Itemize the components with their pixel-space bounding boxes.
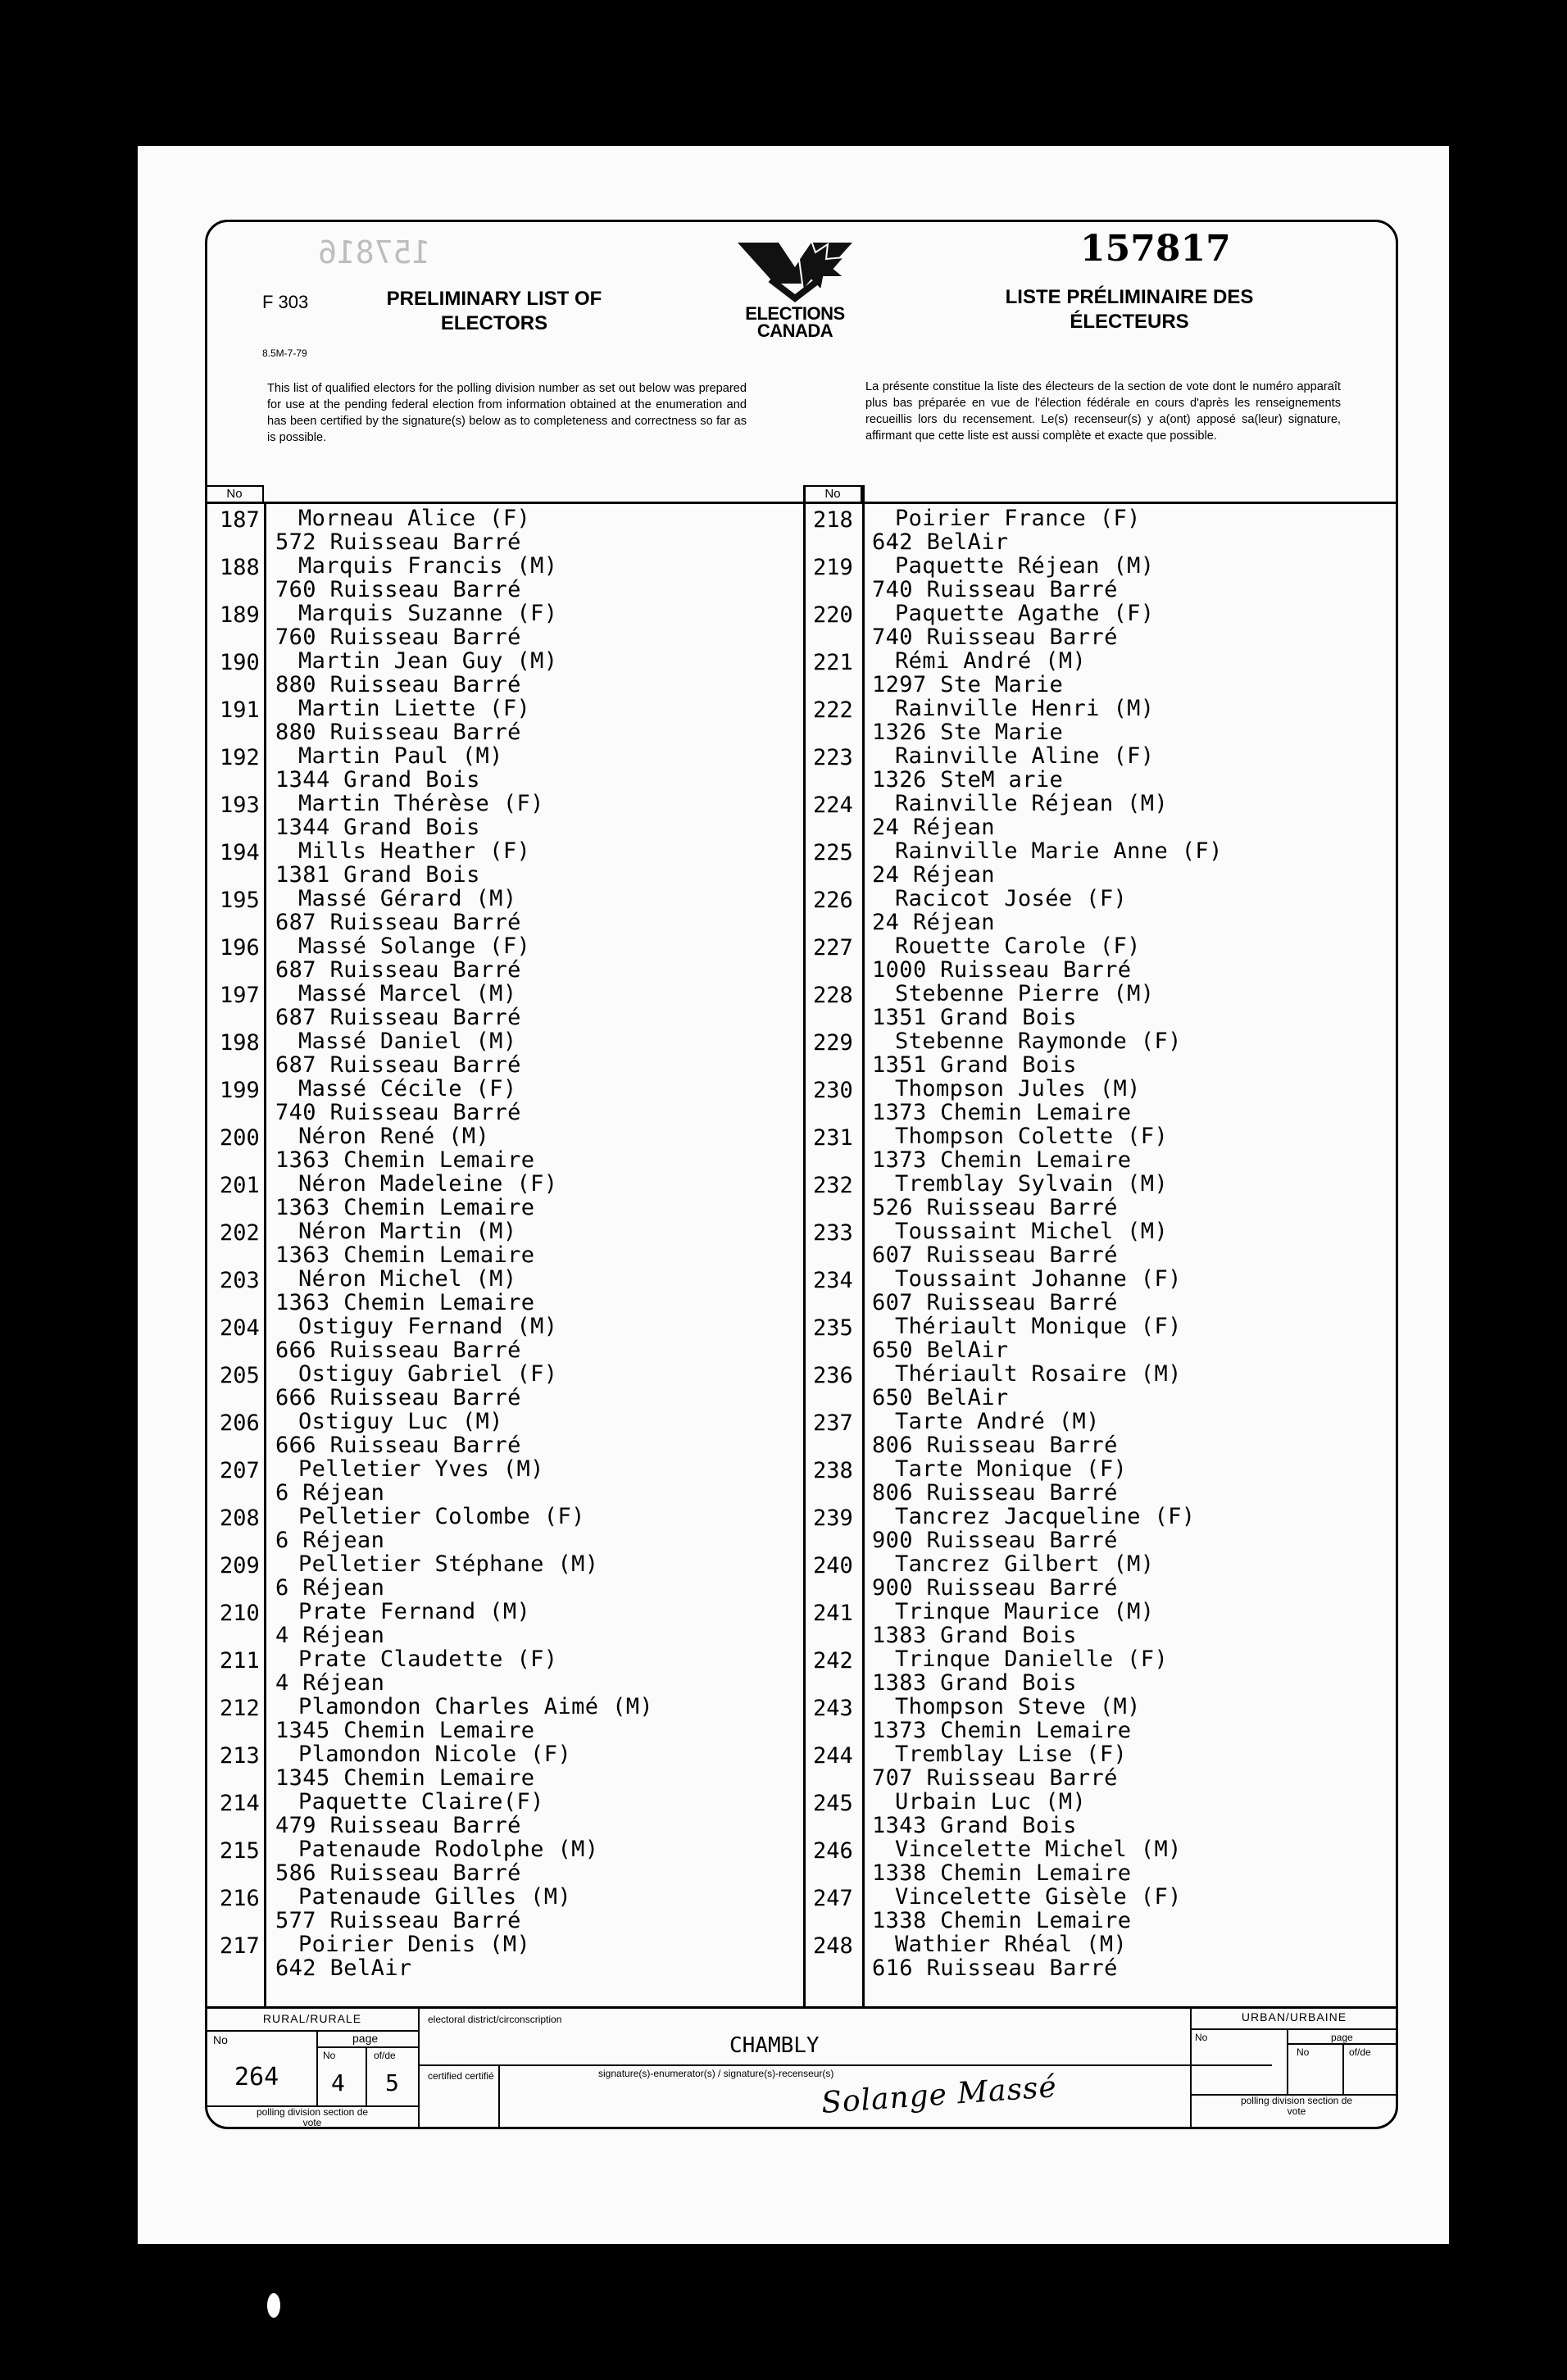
elector-left-name: Prate Claudette (F) bbox=[298, 1646, 558, 1672]
urban-page-no-label: No bbox=[1297, 2046, 1310, 2058]
elector-left-address: 479 Ruisseau Barré bbox=[275, 1813, 521, 1838]
elector-left-address: 1363 Chemin Lemaire bbox=[275, 1195, 535, 1220]
elector-right-address: 650 BelAir bbox=[872, 1338, 1009, 1363]
no-column-header-left: No bbox=[205, 485, 264, 503]
elector-right-number: 225 bbox=[813, 840, 853, 865]
elector-left-number: 199 bbox=[220, 1078, 260, 1103]
elector-right-address: 607 Ruisseau Barré bbox=[872, 1290, 1118, 1315]
elector-right-name: Rainville Marie Anne (F) bbox=[895, 838, 1223, 864]
page-label: page bbox=[352, 2032, 379, 2045]
elector-left-address: 760 Ruisseau Barré bbox=[275, 625, 521, 650]
elector-left-name: Pelletier Yves (M) bbox=[298, 1456, 544, 1482]
serial-number-bleedthrough: 157816 bbox=[318, 234, 431, 270]
elector-right-number: 233 bbox=[813, 1220, 853, 1246]
polling-division-label: polling division section de vote bbox=[256, 2106, 369, 2128]
elector-right-name: Rouette Carole (F) bbox=[895, 933, 1141, 959]
elector-right-address: 740 Ruisseau Barré bbox=[872, 625, 1118, 650]
elector-right-name: Tremblay Sylvain (M) bbox=[895, 1171, 1169, 1197]
elector-right-number: 224 bbox=[813, 793, 853, 818]
elector-left-number: 217 bbox=[220, 1933, 260, 1959]
elector-right-name: Poirier France (F) bbox=[895, 506, 1141, 531]
page-total: 5 bbox=[385, 2069, 399, 2096]
elector-right-name: Rémi André (M) bbox=[895, 648, 1087, 674]
elector-left-name: Néron René (M) bbox=[298, 1124, 490, 1149]
elector-left-number: 214 bbox=[220, 1791, 260, 1816]
elector-left-number: 210 bbox=[220, 1601, 260, 1626]
electoral-district: CHAMBLY bbox=[729, 2033, 820, 2058]
elector-left-address: 687 Ruisseau Barré bbox=[275, 957, 521, 983]
district-label: electoral district/circonscription bbox=[428, 2014, 562, 2025]
elector-right-number: 247 bbox=[813, 1886, 853, 1911]
urban-label: URBAN/URBAINE bbox=[1241, 2010, 1347, 2023]
elector-left-number: 208 bbox=[220, 1506, 260, 1531]
elector-right-name: Thompson Jules (M) bbox=[895, 1076, 1141, 1101]
left-number-divider bbox=[264, 502, 266, 2006]
elections-canada-logo bbox=[721, 234, 869, 341]
elector-left-name: Morneau Alice (F) bbox=[298, 506, 531, 531]
urban-page-label: page bbox=[1331, 2032, 1353, 2043]
elector-left-name: Ostiguy Luc (M) bbox=[298, 1409, 503, 1434]
signature-label: signature(s)-enumerator(s) / signature(s)-recenseur(s) bbox=[598, 2068, 834, 2079]
page-of-divider bbox=[366, 2046, 367, 2105]
elector-left-address: 6 Réjean bbox=[275, 1480, 385, 1506]
elector-right-address: 707 Ruisseau Barré bbox=[872, 1765, 1118, 1791]
elector-left-address: 1381 Grand Bois bbox=[275, 862, 480, 888]
elector-left-number: 209 bbox=[220, 1553, 260, 1578]
elector-right-name: Urbain Luc (M) bbox=[895, 1789, 1087, 1815]
elector-right-number: 232 bbox=[813, 1173, 853, 1198]
maple-leaf-x-icon bbox=[721, 234, 869, 308]
elector-left-address: 880 Ruisseau Barré bbox=[275, 720, 521, 745]
elector-right-address: 1383 Grand Bois bbox=[872, 1623, 1077, 1648]
elector-left-number: 198 bbox=[220, 1030, 260, 1056]
title-english: PRELIMINARY LIST OF ELECTORS bbox=[386, 288, 602, 334]
elector-right-address: 1343 Grand Bois bbox=[872, 1813, 1077, 1838]
elector-left-number: 197 bbox=[220, 983, 260, 1008]
elector-left-name: Mills Heather (F) bbox=[298, 838, 531, 864]
elector-right-number: 222 bbox=[813, 697, 853, 723]
elector-right-address: 1351 Grand Bois bbox=[872, 1005, 1077, 1030]
elector-left-number: 202 bbox=[220, 1220, 260, 1246]
certified-divider bbox=[498, 2064, 500, 2129]
elector-right-name: Thompson Steve (M) bbox=[895, 1694, 1141, 1719]
district-rule bbox=[420, 2064, 1272, 2066]
elector-left-number: 200 bbox=[220, 1125, 260, 1151]
elector-left-number: 205 bbox=[220, 1363, 260, 1388]
elector-right-name: Racicot Josée (F) bbox=[895, 886, 1128, 911]
elector-left-number: 191 bbox=[220, 697, 260, 723]
elector-right-name: Thériault Rosaire (M) bbox=[895, 1361, 1182, 1387]
elector-right-name: Tancrez Gilbert (M) bbox=[895, 1551, 1155, 1577]
polling-division-number: 264 bbox=[234, 2063, 279, 2092]
urban-of-label: of/de bbox=[1349, 2046, 1371, 2058]
form-footer bbox=[205, 2006, 1398, 2129]
urban-of-divider bbox=[1342, 2043, 1344, 2094]
elector-left-address: 586 Ruisseau Barré bbox=[275, 1860, 521, 1886]
elector-left-number: 193 bbox=[220, 793, 260, 818]
elector-right-name: Trinque Maurice (M) bbox=[895, 1599, 1155, 1624]
elector-right-number: 243 bbox=[813, 1696, 853, 1721]
elector-right-name: Vincelette Michel (M) bbox=[895, 1837, 1182, 1862]
elector-right-address: 607 Ruisseau Barré bbox=[872, 1242, 1118, 1268]
elector-right-address: 1297 Ste Marie bbox=[872, 672, 1064, 697]
elector-left-address: 687 Ruisseau Barré bbox=[275, 1005, 521, 1030]
elector-right-address: 1351 Grand Bois bbox=[872, 1052, 1077, 1078]
electoral-list-page bbox=[138, 146, 1449, 2244]
elector-right-name: Thompson Colette (F) bbox=[895, 1124, 1169, 1149]
elector-right-address: 642 BelAir bbox=[872, 529, 1009, 555]
elector-left-address: 6 Réjean bbox=[275, 1575, 385, 1601]
elector-right-name: Tremblay Lise (F) bbox=[895, 1742, 1128, 1767]
elector-right-address: 806 Ruisseau Barré bbox=[872, 1480, 1118, 1506]
elector-left-name: Néron Madeleine (F) bbox=[298, 1171, 558, 1197]
elector-left-name: Néron Martin (M) bbox=[298, 1219, 517, 1244]
elector-left-name: Marquis Suzanne (F) bbox=[298, 601, 558, 626]
intro-english: This list of qualified electors for the polling division number as set out below was prepared for use at the pending federal election from information obtained at the enumeration and has been certified by the signature(s) below as to completeness and correctness so far as is possible. bbox=[267, 382, 747, 444]
elector-left-name: Patenaude Rodolphe (M) bbox=[298, 1837, 599, 1862]
list-header-rule bbox=[205, 502, 1398, 504]
elector-left-number: 187 bbox=[220, 507, 260, 533]
elector-left-number: 203 bbox=[220, 1268, 260, 1293]
elector-left-name: Massé Gérard (M) bbox=[298, 886, 517, 911]
elector-right-name: Rainville Réjean (M) bbox=[895, 791, 1169, 816]
scan-mark bbox=[267, 2293, 280, 2318]
elector-right-name: Wathier Rhéal (M) bbox=[895, 1932, 1128, 1957]
elector-left-number: 201 bbox=[220, 1173, 260, 1198]
elector-left-name: Poirier Denis (M) bbox=[298, 1932, 531, 1957]
elector-left-name: Martin Paul (M) bbox=[298, 743, 503, 769]
certified-label: certified certifié bbox=[428, 2070, 494, 2082]
elector-left-name: Martin Liette (F) bbox=[298, 696, 531, 721]
serial-number: 157817 bbox=[1080, 228, 1231, 270]
elector-left-address: 642 BelAir bbox=[275, 1955, 412, 1981]
page-of-label: of/de bbox=[374, 2050, 396, 2061]
elector-left-number: 216 bbox=[220, 1886, 260, 1911]
elector-left-number: 215 bbox=[220, 1838, 260, 1864]
elector-left-number: 189 bbox=[220, 602, 260, 628]
urban-label-rule bbox=[1190, 2028, 1398, 2030]
elector-right-number: 218 bbox=[813, 507, 853, 533]
elector-left-address: 4 Réjean bbox=[275, 1623, 385, 1648]
elector-left-number: 194 bbox=[220, 840, 260, 865]
elector-right-number: 246 bbox=[813, 1838, 853, 1864]
elector-left-address: 1363 Chemin Lemaire bbox=[275, 1290, 535, 1315]
elector-left-name: Ostiguy Fernand (M) bbox=[298, 1314, 558, 1339]
elector-right-number: 223 bbox=[813, 745, 853, 770]
elector-right-address: 1338 Chemin Lemaire bbox=[872, 1908, 1132, 1933]
elector-right-number: 227 bbox=[813, 935, 853, 961]
urban-page-divider bbox=[1287, 2028, 1288, 2094]
elector-left-address: 577 Ruisseau Barré bbox=[275, 1908, 521, 1933]
elector-left-name: Massé Solange (F) bbox=[298, 933, 531, 959]
elector-right-number: 241 bbox=[813, 1601, 853, 1626]
elector-left-name: Pelletier Colombe (F) bbox=[298, 1504, 585, 1529]
elector-right-address: 900 Ruisseau Barré bbox=[872, 1528, 1118, 1553]
elector-left-name: Ostiguy Gabriel (F) bbox=[298, 1361, 558, 1387]
elector-right-address: 616 Ruisseau Barré bbox=[872, 1955, 1118, 1981]
elector-right-name: Toussaint Michel (M) bbox=[895, 1219, 1169, 1244]
urban-polling-label: polling division section de vote bbox=[1240, 2095, 1353, 2117]
elector-right-address: 1326 SteM arie bbox=[872, 767, 1064, 793]
elector-left-number: 190 bbox=[220, 650, 260, 675]
page-no-label: No bbox=[323, 2050, 336, 2061]
elector-left-number: 206 bbox=[220, 1410, 260, 1436]
elector-left-name: Massé Cécile (F) bbox=[298, 1076, 517, 1101]
elector-right-number: 248 bbox=[813, 1933, 853, 1959]
elector-left-number: 196 bbox=[220, 935, 260, 961]
elector-right-number: 238 bbox=[813, 1458, 853, 1483]
elector-right-number: 244 bbox=[813, 1743, 853, 1769]
elector-right-number: 242 bbox=[813, 1648, 853, 1674]
elector-left-address: 1344 Grand Bois bbox=[275, 767, 480, 793]
elector-right-number: 220 bbox=[813, 602, 853, 628]
elector-right-number: 231 bbox=[813, 1125, 853, 1151]
elector-left-address: 1363 Chemin Lemaire bbox=[275, 1147, 535, 1173]
center-divider bbox=[803, 485, 806, 2006]
elector-left-number: 192 bbox=[220, 745, 260, 770]
elector-right-name: Tancrez Jacqueline (F) bbox=[895, 1504, 1196, 1529]
intro-french: La présente constitue la liste des électeurs de la section de vote dont le numéro apparaît plus bas préparée en vue de l'élection fédérale en cours d'après les renseignements recueillis lors du recensement. Le(s) recenseur(s) y a(ont) apposé sa(leur) signature, affirmant que cette liste est aussi complète et exacte que possible. bbox=[865, 380, 1341, 443]
elector-left-number: 207 bbox=[220, 1458, 260, 1483]
form-number: F 303 bbox=[262, 292, 309, 312]
elector-right-number: 239 bbox=[813, 1506, 853, 1531]
elector-right-address: 1338 Chemin Lemaire bbox=[872, 1860, 1132, 1886]
elector-right-name: Rainville Henri (M) bbox=[895, 696, 1155, 721]
page-number: 4 bbox=[331, 2069, 345, 2096]
page-rule bbox=[316, 2046, 420, 2048]
elector-left-name: Marquis Francis (M) bbox=[298, 553, 558, 579]
elector-left-address: 4 Réjean bbox=[275, 1670, 385, 1696]
elector-right-number: 228 bbox=[813, 983, 853, 1008]
elector-right-number: 230 bbox=[813, 1078, 853, 1103]
no-column-header-right: No bbox=[803, 485, 862, 503]
elector-left-address: 760 Ruisseau Barré bbox=[275, 577, 521, 602]
elector-left-address: 666 Ruisseau Barré bbox=[275, 1385, 521, 1410]
elector-left-number: 204 bbox=[220, 1315, 260, 1341]
elector-right-address: 24 Réjean bbox=[872, 910, 995, 935]
elector-right-name: Rainville Aline (F) bbox=[895, 743, 1155, 769]
elector-right-address: 1383 Grand Bois bbox=[872, 1670, 1077, 1696]
elector-left-address: 1345 Chemin Lemaire bbox=[275, 1765, 535, 1791]
elector-left-number: 188 bbox=[220, 555, 260, 580]
elector-left-number: 213 bbox=[220, 1743, 260, 1769]
elector-right-name: Trinque Danielle (F) bbox=[895, 1646, 1169, 1672]
elector-right-number: 240 bbox=[813, 1553, 853, 1578]
rural-label: RURAL/RURALE bbox=[262, 2012, 362, 2025]
elector-right-number: 237 bbox=[813, 1410, 853, 1436]
right-number-divider bbox=[862, 485, 865, 2006]
elector-left-name: Plamondon Nicole (F) bbox=[298, 1742, 572, 1767]
elector-right-address: 1373 Chemin Lemaire bbox=[872, 1718, 1132, 1743]
elector-left-address: 740 Ruisseau Barré bbox=[275, 1100, 521, 1125]
elector-right-address: 526 Ruisseau Barré bbox=[872, 1195, 1118, 1220]
elector-left-address: 687 Ruisseau Barré bbox=[275, 1052, 521, 1078]
elector-right-address: 24 Réjean bbox=[872, 862, 995, 888]
elector-left-name: Prate Fernand (M) bbox=[298, 1599, 531, 1624]
elector-right-name: Toussaint Johanne (F) bbox=[895, 1266, 1182, 1292]
elector-left-name: Massé Marcel (M) bbox=[298, 981, 517, 1006]
urban-divider bbox=[1190, 2009, 1192, 2129]
elector-right-address: 1373 Chemin Lemaire bbox=[872, 1147, 1132, 1173]
elector-left-address: 1363 Chemin Lemaire bbox=[275, 1242, 535, 1268]
elector-left-address: 6 Réjean bbox=[275, 1528, 385, 1553]
elector-right-number: 219 bbox=[813, 555, 853, 580]
elector-right-address: 740 Ruisseau Barré bbox=[872, 577, 1118, 602]
elector-right-number: 221 bbox=[813, 650, 853, 675]
elector-right-name: Paquette Réjean (M) bbox=[895, 553, 1155, 579]
elector-left-number: 211 bbox=[220, 1648, 260, 1674]
elector-right-number: 236 bbox=[813, 1363, 853, 1388]
elector-left-address: 687 Ruisseau Barré bbox=[275, 910, 521, 935]
elector-right-number: 235 bbox=[813, 1315, 853, 1341]
form-date-code: 8.5M-7-79 bbox=[262, 347, 307, 359]
elector-right-name: Stebenne Raymonde (F) bbox=[895, 1029, 1182, 1054]
elector-right-name: Thériault Monique (F) bbox=[895, 1314, 1182, 1339]
elector-left-number: 212 bbox=[220, 1696, 260, 1721]
logo-text: ELECTIONS CANADA bbox=[745, 303, 845, 341]
elector-left-address: 1345 Chemin Lemaire bbox=[275, 1718, 535, 1743]
elector-right-name: Tarte André (M) bbox=[895, 1409, 1100, 1434]
elector-right-number: 226 bbox=[813, 888, 853, 913]
elector-right-name: Stebenne Pierre (M) bbox=[895, 981, 1155, 1006]
elector-left-name: Massé Daniel (M) bbox=[298, 1029, 517, 1054]
elector-left-address: 666 Ruisseau Barré bbox=[275, 1433, 521, 1458]
enumerator-signature: Solange Massé bbox=[820, 2070, 1058, 2120]
elector-left-name: Patenaude Gilles (M) bbox=[298, 1884, 572, 1910]
elector-right-address: 24 Réjean bbox=[872, 815, 995, 840]
elector-right-number: 229 bbox=[813, 1030, 853, 1056]
elector-left-address: 666 Ruisseau Barré bbox=[275, 1338, 521, 1363]
elector-left-number: 195 bbox=[220, 888, 260, 913]
elector-right-name: Tarte Monique (F) bbox=[895, 1456, 1128, 1482]
elector-left-name: Pelletier Stéphane (M) bbox=[298, 1551, 599, 1577]
elector-right-address: 900 Ruisseau Barré bbox=[872, 1575, 1118, 1601]
elector-right-address: 1000 Ruisseau Barré bbox=[872, 957, 1132, 983]
elector-right-address: 806 Ruisseau Barré bbox=[872, 1433, 1118, 1458]
page-divider bbox=[316, 2030, 318, 2105]
elector-right-number: 245 bbox=[813, 1791, 853, 1816]
elector-right-name: Paquette Agathe (F) bbox=[895, 601, 1155, 626]
elector-right-name: Vincelette Gisèle (F) bbox=[895, 1884, 1182, 1910]
elector-left-name: Néron Michel (M) bbox=[298, 1266, 517, 1292]
title-french: LISTE PRÉLIMINAIRE DES ÉLECTEURS bbox=[1005, 286, 1254, 333]
elector-right-address: 1326 Ste Marie bbox=[872, 720, 1064, 745]
elector-left-name: Martin Jean Guy (M) bbox=[298, 648, 558, 674]
elector-left-address: 1344 Grand Bois bbox=[275, 815, 480, 840]
polling-no-label: No bbox=[213, 2033, 228, 2046]
elector-right-address: 650 BelAir bbox=[872, 1385, 1009, 1410]
elector-left-name: Martin Thérèse (F) bbox=[298, 791, 544, 816]
elector-left-address: 572 Ruisseau Barré bbox=[275, 529, 521, 555]
elector-right-address: 1373 Chemin Lemaire bbox=[872, 1100, 1132, 1125]
elector-right-number: 234 bbox=[813, 1268, 853, 1293]
elector-left-name: Paquette Claire(F) bbox=[298, 1789, 544, 1815]
elector-left-name: Plamondon Charles Aimé (M) bbox=[298, 1694, 654, 1719]
rural-label-rule bbox=[205, 2030, 420, 2032]
elector-left-address: 880 Ruisseau Barré bbox=[275, 672, 521, 697]
urban-no-label: No bbox=[1195, 2032, 1208, 2043]
